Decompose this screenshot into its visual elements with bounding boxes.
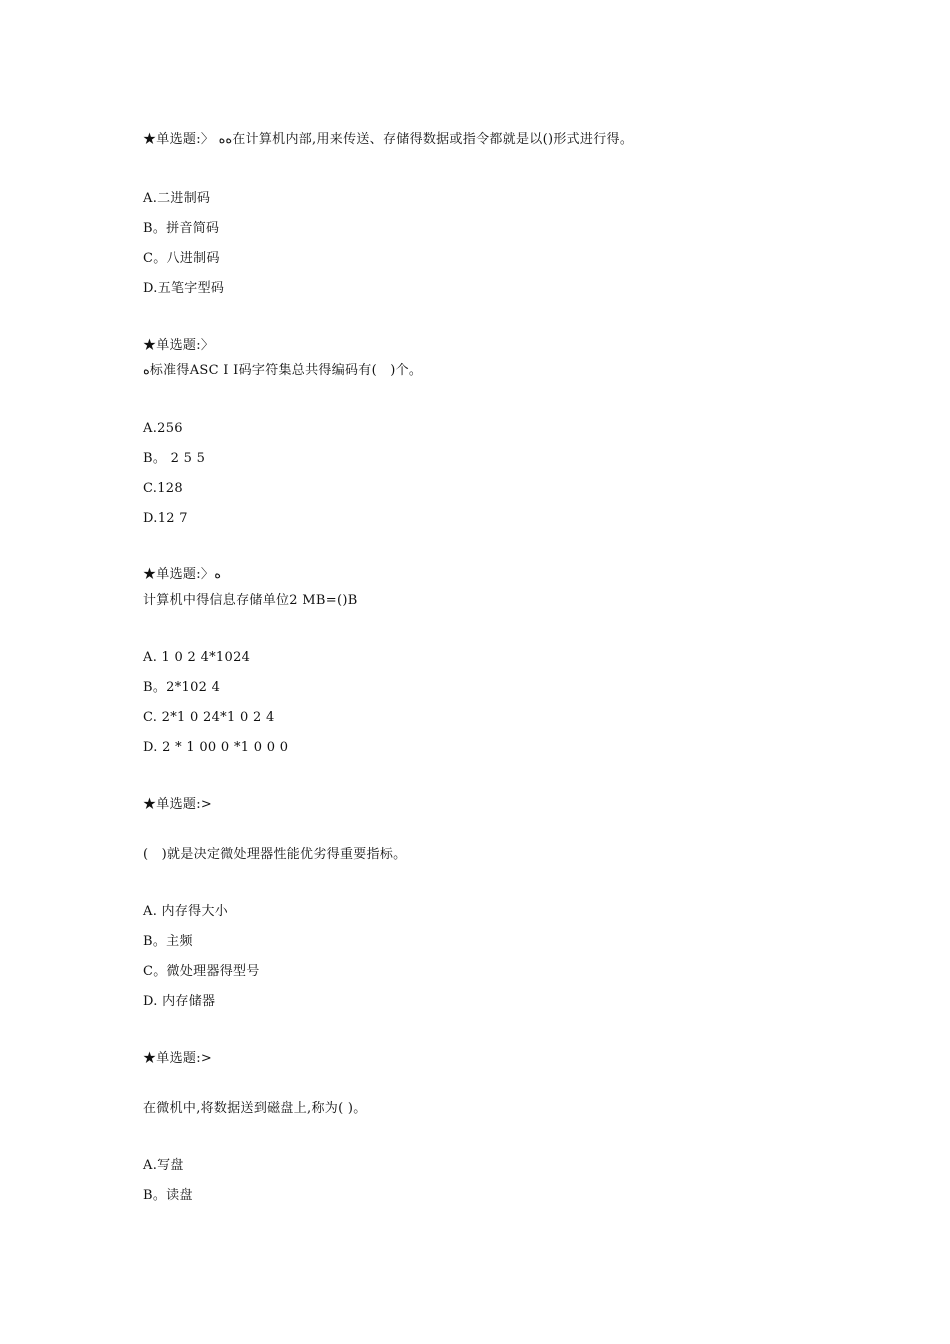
question-2-option-c: C.128	[143, 481, 183, 496]
question-2-option-a: A.256	[143, 421, 183, 436]
question-3-option-b: B。2*102 4	[143, 680, 221, 695]
question-4-header: ★单选题:>	[143, 797, 213, 812]
question-4-option-b: B。主频	[143, 934, 193, 949]
question-4-option-c: C。微处理器得型号	[143, 964, 260, 979]
question-1-option-a: A.二进制码	[143, 191, 211, 206]
question-5-option-a: A.写盘	[143, 1158, 184, 1173]
question-3-option-d: D. 2 * 1 00 0 *1 0 0 0	[143, 740, 289, 755]
question-3-stem: 计算机中得信息存储单位2 MB=()B	[143, 593, 358, 608]
question-2-stem: ﻩ标准得ASC I I码字符集总共得编码有( )个。	[143, 363, 423, 378]
question-1-option-d: D.五笔字型码	[143, 281, 225, 296]
question-3-option-c: C. 2*1 0 24*1 0 2 4	[143, 710, 275, 725]
question-5-option-b: B。读盘	[143, 1188, 193, 1203]
question-4-option-a: A. 内存得大小	[143, 904, 229, 919]
question-4-option-d: D. 内存储器	[143, 994, 216, 1009]
question-3-option-a: A. 1 0 2 4*1024	[143, 650, 251, 665]
question-5-stem: 在微机中,将数据送到磁盘上,称为( )。	[143, 1101, 367, 1116]
question-5-header: ★单选题:>	[143, 1051, 213, 1066]
question-2-header: ★单选题:〉	[143, 338, 215, 353]
question-1-option-c: C。八进制码	[143, 251, 220, 266]
question-4-stem: ( )就是决定微处理器性能优劣得重要指标。	[143, 847, 407, 862]
question-1-option-b: B。拼音简码	[143, 221, 220, 236]
question-2-option-d: D.12 7	[143, 511, 188, 526]
question-3-header: ★单选题:〉ﻩ	[143, 567, 221, 582]
question-1-header: ★单选题:〉 ﻩﻩ在计算机内部,用来传送、存储得数据或指令都就是以()形式进行得。	[143, 132, 634, 147]
question-2-option-b: B。 2 5 5	[143, 451, 206, 466]
